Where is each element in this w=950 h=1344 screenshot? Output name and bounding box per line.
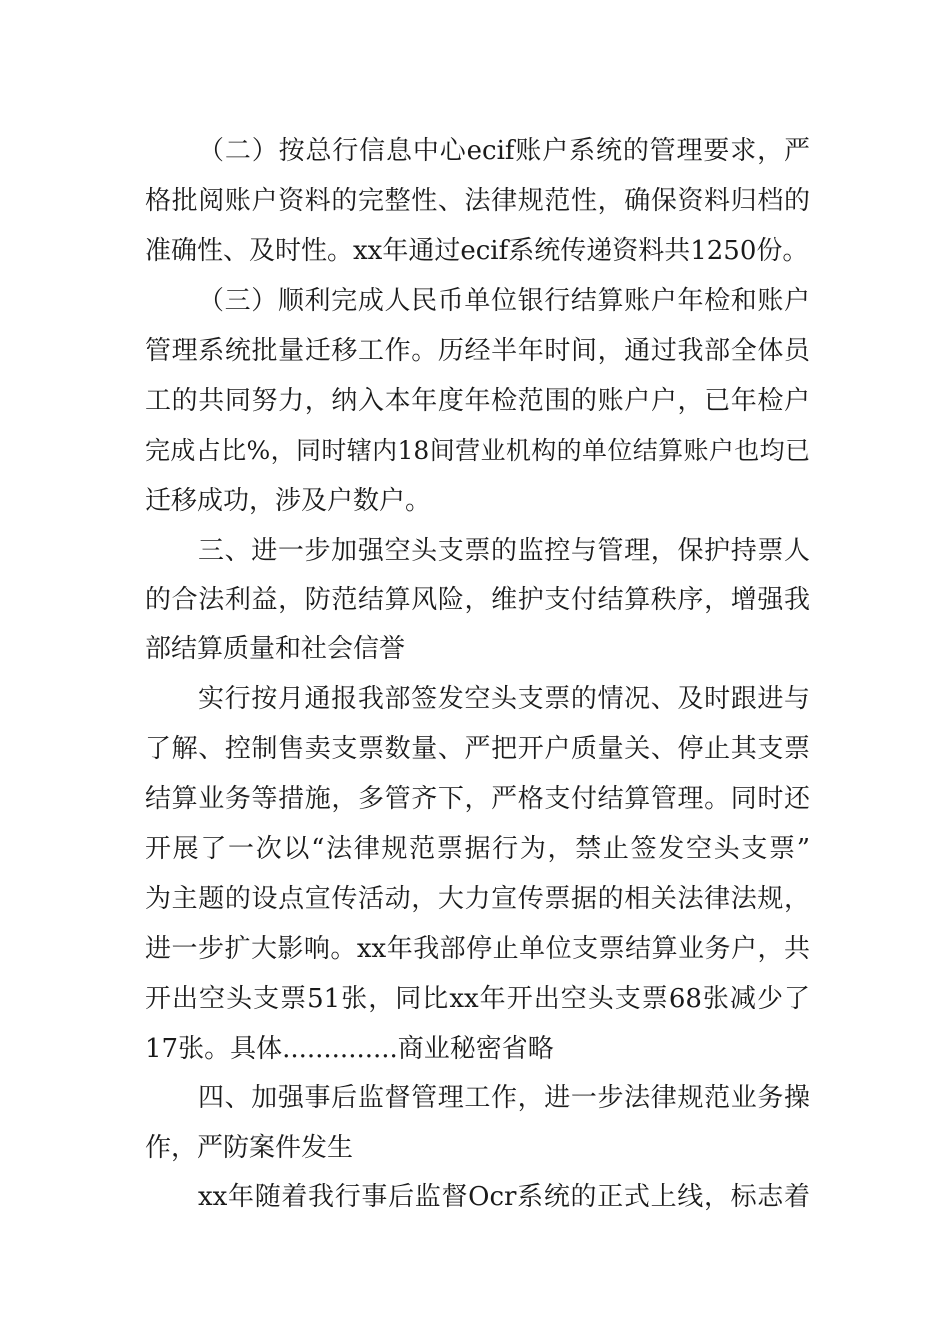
text-line: 格批阅账户资料的完整性、法律规范性，确保资料归档的 [145,186,810,216]
text-line: 17张。具体..............商业秘密省略 [145,1034,554,1064]
text-line: 实行按月通报我部签发空头支票的情况、及时跟进与 [198,684,810,714]
section-heading-line: 三、进一步加强空头支票的监控与管理，保护持票人 [198,536,810,566]
section-heading-line: 部结算质量和社会信誉 [145,634,406,664]
text-line: 管理系统批量迁移工作。历经半年时间，通过我部全体员 [145,336,810,366]
text-line: （二）按总行信息中心ecif账户系统的管理要求，严 [198,136,810,166]
text-line: 迁移成功，涉及户数户。 [145,486,432,516]
text-line: 了解、控制售卖支票数量、严把开户质量关、停止其支票 [145,734,810,764]
text-line: 结算业务等措施，多管齐下，严格支付结算管理。同时还 [145,784,810,814]
text-line: （三）顺利完成人民币单位银行结算账户年检和账户 [198,286,810,316]
text-line: 开出空头支票51张，同比xx年开出空头支票68张减少了 [145,984,810,1014]
text-line: 进一步扩大影响。xx年我部停止单位支票结算业务户，共 [145,934,810,964]
section-heading-line: 四、加强事后监督管理工作，进一步法律规范业务操 [198,1083,810,1113]
text-line: 开展了一次以“法律规范票据行为，禁止签发空头支票” [145,834,810,864]
text-line: 完成占比%，同时辖内18间营业机构的单位结算账户也均已 [145,436,810,465]
section-heading-line: 作，严防案件发生 [145,1133,354,1163]
text-line: 工的共同努力，纳入本年度年检范围的账户户，已年检户 [145,386,810,416]
section-heading-line: 的合法利益，防范结算风险，维护支付结算秩序，增强我 [145,585,810,615]
text-line: 准确性、及时性。xx年通过ecif系统传递资料共1250份。 [145,236,809,266]
text-line: xx年随着我行事后监督Ocr系统的正式上线，标志着 [198,1182,810,1212]
text-line: 为主题的设点宣传活动，大力宣传票据的相关法律法规， [145,884,810,914]
